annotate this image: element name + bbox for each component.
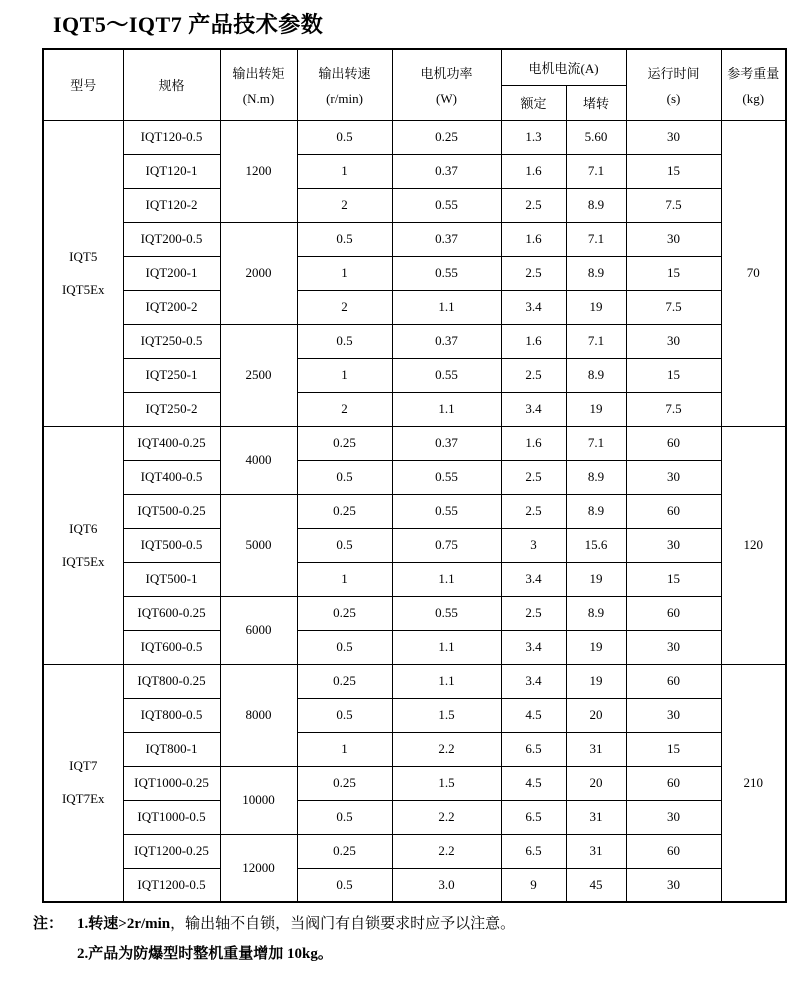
model-line: IQT5Ex [61, 281, 105, 297]
speed-cell: 1 [297, 562, 392, 596]
speed-cell: 2 [297, 392, 392, 426]
model-cell [43, 664, 123, 902]
rated-current-cell: 3.4 [501, 562, 566, 596]
stall-current-cell: 8.9 [566, 494, 626, 528]
speed-cell: 2 [297, 188, 392, 222]
spec-cell: IQT600-0.25 [123, 596, 220, 630]
rated-current-cell: 1.6 [501, 154, 566, 188]
page [0, 8, 800, 999]
spec-cell: IQT120-0.5 [123, 120, 220, 154]
notes-list [77, 912, 515, 972]
time-cell: 7.5 [626, 392, 721, 426]
spec-cell: IQT500-1 [123, 562, 220, 596]
torque-cell: 8000 [220, 664, 297, 766]
power-cell: 0.37 [392, 222, 501, 256]
torque-cell: 2500 [220, 324, 297, 426]
table-row [43, 290, 786, 324]
header-model: 型号 [43, 49, 123, 120]
notes-label: 注： [33, 916, 64, 932]
time-cell: 7.5 [626, 290, 721, 324]
speed-cell: 0.5 [297, 222, 392, 256]
rated-current-cell: 2.5 [501, 256, 566, 290]
spec-cell: IQT250-1 [123, 358, 220, 392]
spec-cell: IQT200-0.5 [123, 222, 220, 256]
speed-cell: 0.25 [297, 766, 392, 800]
spec-cell: IQT200-1 [123, 256, 220, 290]
speed-cell: 0.5 [297, 460, 392, 494]
spec-cell: IQT1000-0.5 [123, 800, 220, 834]
power-cell: 2.2 [392, 834, 501, 868]
speed-cell: 0.25 [297, 834, 392, 868]
table-row [43, 256, 786, 290]
stall-current-cell: 20 [566, 698, 626, 732]
model-line: IQT5 [69, 248, 98, 264]
time-cell: 30 [626, 698, 721, 732]
rated-current-cell: 6.5 [501, 732, 566, 766]
time-cell: 15 [626, 358, 721, 392]
table-body [43, 120, 786, 902]
table-row [43, 154, 786, 188]
stall-current-cell: 8.9 [566, 460, 626, 494]
torque-cell: 6000 [220, 596, 297, 664]
stall-current-cell: 31 [566, 732, 626, 766]
table-row [43, 562, 786, 596]
note-line-2 [77, 942, 515, 963]
time-cell: 15 [626, 154, 721, 188]
speed-cell: 0.5 [297, 868, 392, 902]
power-cell: 3.0 [392, 868, 501, 902]
spec-cell: IQT250-2 [123, 392, 220, 426]
header-current-rated: 额定 [501, 85, 566, 120]
speed-cell: 1 [297, 358, 392, 392]
speed-cell: 0.5 [297, 800, 392, 834]
time-cell: 60 [626, 664, 721, 698]
stall-current-cell: 8.9 [566, 596, 626, 630]
model-line: IQT5Ex [61, 553, 105, 569]
power-cell: 0.55 [392, 188, 501, 222]
power-cell: 0.55 [392, 494, 501, 528]
spec-cell: IQT600-0.5 [123, 630, 220, 664]
time-cell: 60 [626, 834, 721, 868]
rated-current-cell: 6.5 [501, 800, 566, 834]
spec-cell: IQT800-0.5 [123, 698, 220, 732]
stall-current-cell: 7.1 [566, 222, 626, 256]
table-row [43, 834, 786, 868]
spec-cell: IQT800-1 [123, 732, 220, 766]
time-cell: 60 [626, 494, 721, 528]
power-cell: 0.37 [392, 426, 501, 460]
stall-current-cell: 45 [566, 868, 626, 902]
time-cell: 30 [626, 630, 721, 664]
table-row [43, 698, 786, 732]
page-title: IQT5～IQT7 产品技术参数 [53, 12, 324, 37]
time-cell: 15 [626, 562, 721, 596]
time-cell: 30 [626, 222, 721, 256]
weight-cell: 210 [721, 664, 786, 902]
power-cell: 0.55 [392, 358, 501, 392]
stall-current-cell: 5.60 [566, 120, 626, 154]
header-weight: 参考重量 (kg) [721, 49, 786, 120]
rated-current-cell: 2.5 [501, 460, 566, 494]
speed-cell: 0.25 [297, 596, 392, 630]
note-1-bold: 1.转速>2r/min [77, 916, 171, 932]
time-cell: 60 [626, 766, 721, 800]
power-cell: 0.37 [392, 154, 501, 188]
power-cell: 1.1 [392, 630, 501, 664]
table-row [43, 426, 786, 460]
rated-current-cell: 4.5 [501, 766, 566, 800]
stall-current-cell: 7.1 [566, 426, 626, 460]
table-row [43, 460, 786, 494]
stall-current-cell: 19 [566, 630, 626, 664]
table-row [43, 800, 786, 834]
header-speed: 输出转速 (r/min) [297, 49, 392, 120]
power-cell: 0.55 [392, 256, 501, 290]
stall-current-cell: 15.6 [566, 528, 626, 562]
stall-current-cell: 19 [566, 562, 626, 596]
spec-cell: IQT120-1 [123, 154, 220, 188]
time-cell: 30 [626, 528, 721, 562]
table-row [43, 494, 786, 528]
spec-cell: IQT500-0.25 [123, 494, 220, 528]
speed-cell: 1 [297, 154, 392, 188]
table-row [43, 120, 786, 154]
spec-cell: IQT1000-0.25 [123, 766, 220, 800]
header-current: 电机电流(A) [501, 49, 626, 85]
power-cell: 0.25 [392, 120, 501, 154]
table-row [43, 766, 786, 800]
torque-cell: 2000 [220, 222, 297, 324]
speed-cell: 0.5 [297, 324, 392, 358]
power-cell: 0.75 [392, 528, 501, 562]
speed-cell: 1 [297, 256, 392, 290]
rated-current-cell: 2.5 [501, 494, 566, 528]
rated-current-cell: 2.5 [501, 358, 566, 392]
power-cell: 1.1 [392, 392, 501, 426]
table-row [43, 358, 786, 392]
rated-current-cell: 3.4 [501, 290, 566, 324]
header-spec: 规格 [123, 49, 220, 120]
torque-cell: 4000 [220, 426, 297, 494]
table-row [43, 392, 786, 426]
table-row [43, 222, 786, 256]
time-cell: 7.5 [626, 188, 721, 222]
table-row [43, 324, 786, 358]
spec-cell: IQT1200-0.25 [123, 834, 220, 868]
note-1-rest: ，输出轴不自锁，当阀门有自锁要求时应予以注意。 [170, 916, 516, 932]
speed-cell: 0.25 [297, 494, 392, 528]
rated-current-cell: 3.4 [501, 392, 566, 426]
weight-cell: 70 [721, 120, 786, 426]
note-2-bold: 2.产品为防爆型时整机重量增加 10kg。 [77, 946, 333, 962]
header-torque: 输出转矩 (N.m) [220, 49, 297, 120]
stall-current-cell: 8.9 [566, 256, 626, 290]
rated-current-cell: 1.6 [501, 222, 566, 256]
spec-cell: IQT1200-0.5 [123, 868, 220, 902]
stall-current-cell: 8.9 [566, 188, 626, 222]
torque-cell: 10000 [220, 766, 297, 834]
speed-cell: 0.25 [297, 664, 392, 698]
time-cell: 15 [626, 256, 721, 290]
spec-cell: IQT500-0.5 [123, 528, 220, 562]
model-cell [43, 120, 123, 426]
rated-current-cell: 9 [501, 868, 566, 902]
rated-current-cell: 1.3 [501, 120, 566, 154]
table-row [43, 868, 786, 902]
speed-cell: 0.5 [297, 698, 392, 732]
power-cell: 1.5 [392, 766, 501, 800]
spec-cell: IQT400-0.25 [123, 426, 220, 460]
model-cell [43, 426, 123, 664]
power-cell: 1.1 [392, 664, 501, 698]
rated-current-cell: 4.5 [501, 698, 566, 732]
header-time: 运行时间 (s) [626, 49, 721, 120]
power-cell: 0.55 [392, 460, 501, 494]
rated-current-cell: 1.6 [501, 324, 566, 358]
torque-cell: 12000 [220, 834, 297, 902]
rated-current-cell: 2.5 [501, 188, 566, 222]
power-cell: 2.2 [392, 800, 501, 834]
speed-cell: 2 [297, 290, 392, 324]
stall-current-cell: 8.9 [566, 358, 626, 392]
speed-cell: 0.25 [297, 426, 392, 460]
spec-cell: IQT800-0.25 [123, 664, 220, 698]
note-line-1 [77, 912, 515, 933]
model-line: IQT7 [69, 758, 98, 774]
stall-current-cell: 19 [566, 290, 626, 324]
spec-cell: IQT250-0.5 [123, 324, 220, 358]
header-power: 电机功率 (W) [392, 49, 501, 120]
torque-cell: 5000 [220, 494, 297, 596]
rated-current-cell: 3 [501, 528, 566, 562]
time-cell: 15 [626, 732, 721, 766]
time-cell: 60 [626, 426, 721, 460]
rated-current-cell: 3.4 [501, 664, 566, 698]
spec-cell: IQT120-2 [123, 188, 220, 222]
table-row [43, 528, 786, 562]
table-row [43, 596, 786, 630]
time-cell: 30 [626, 120, 721, 154]
time-cell: 60 [626, 596, 721, 630]
model-line: IQT7Ex [61, 791, 105, 807]
time-cell: 30 [626, 324, 721, 358]
rated-current-cell: 3.4 [501, 630, 566, 664]
power-cell: 0.55 [392, 596, 501, 630]
time-cell: 30 [626, 868, 721, 902]
weight-cell: 120 [721, 426, 786, 664]
model-line: IQT6 [69, 520, 98, 536]
stall-current-cell: 7.1 [566, 154, 626, 188]
time-cell: 30 [626, 800, 721, 834]
power-cell: 1.1 [392, 290, 501, 324]
notes [33, 912, 800, 972]
stall-current-cell: 31 [566, 834, 626, 868]
spec-cell: IQT400-0.5 [123, 460, 220, 494]
speed-cell: 1 [297, 732, 392, 766]
stall-current-cell: 19 [566, 664, 626, 698]
rated-current-cell: 1.6 [501, 426, 566, 460]
table-header [43, 49, 786, 120]
stall-current-cell: 19 [566, 392, 626, 426]
power-cell: 1.5 [392, 698, 501, 732]
speed-cell: 0.5 [297, 630, 392, 664]
power-cell: 0.37 [392, 324, 501, 358]
stall-current-cell: 7.1 [566, 324, 626, 358]
stall-current-cell: 31 [566, 800, 626, 834]
table-row [43, 188, 786, 222]
stall-current-cell: 20 [566, 766, 626, 800]
table-row [43, 664, 786, 698]
rated-current-cell: 6.5 [501, 834, 566, 868]
header-current-stall: 堵转 [566, 85, 626, 120]
torque-cell: 1200 [220, 120, 297, 222]
power-cell: 2.2 [392, 732, 501, 766]
speed-cell: 0.5 [297, 120, 392, 154]
power-cell: 1.1 [392, 562, 501, 596]
table-row [43, 630, 786, 664]
speed-cell: 0.5 [297, 528, 392, 562]
header-row-top [43, 49, 786, 85]
spec-cell: IQT200-2 [123, 290, 220, 324]
rated-current-cell: 2.5 [501, 596, 566, 630]
spec-table [42, 48, 787, 903]
time-cell: 30 [626, 460, 721, 494]
table-row [43, 732, 786, 766]
